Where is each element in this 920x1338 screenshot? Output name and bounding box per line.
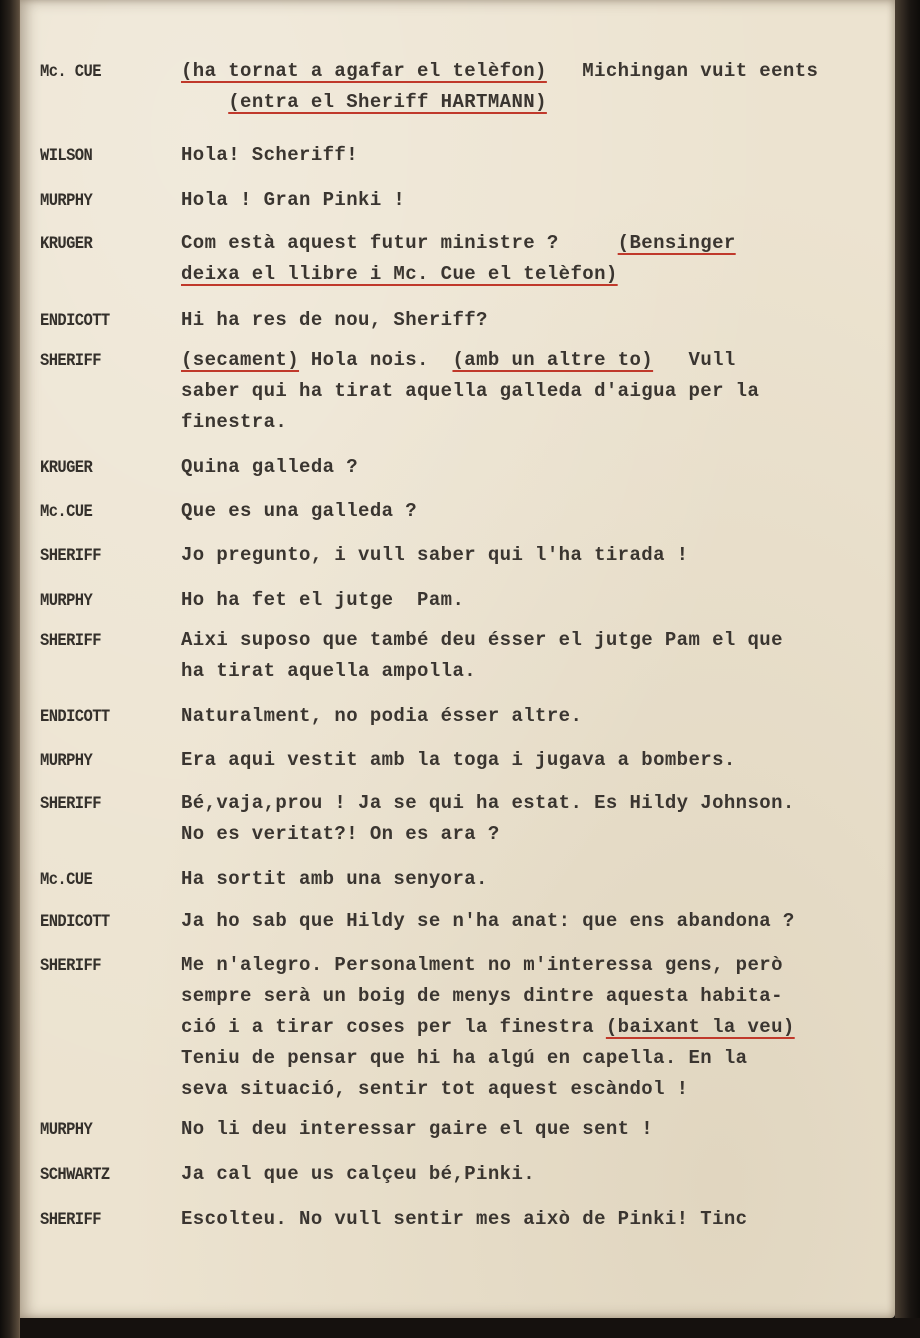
text-line	[181, 981, 881, 1012]
dialogue-text	[181, 540, 881, 571]
dialogue-text	[181, 906, 881, 937]
spoken-text: Teniu de pensar que hi ha algú en capella. En la	[181, 1047, 748, 1069]
text-line	[181, 819, 881, 850]
dialogue-text	[181, 864, 881, 895]
spoken-text: Me n'alegro. Personalment no m'interessa gens, però	[181, 954, 783, 976]
speaker-name: MURPHY	[40, 190, 93, 211]
spoken-text: No li deu interessar gaire el que sent !	[181, 1118, 654, 1140]
text-line	[181, 452, 881, 483]
text-line	[181, 87, 881, 118]
speaker-name: SHERIFF	[40, 793, 101, 814]
spoken-text: Com està aquest futur ministre ?	[181, 232, 618, 254]
text-line	[181, 788, 881, 819]
spoken-text: Que es una galleda ?	[181, 500, 418, 522]
speaker-name: SHERIFF	[40, 955, 101, 976]
spoken-text: Hi ha res de nou, Sheriff?	[181, 309, 488, 331]
speaker-name: ENDICOTT	[40, 911, 110, 932]
speaker-name: Mc.CUE	[40, 501, 93, 522]
text-line	[181, 950, 881, 981]
speaker-name: KRUGER	[40, 233, 93, 254]
speaker-name: MURPHY	[40, 590, 93, 611]
dialogue-text	[181, 305, 881, 336]
text-line	[181, 625, 881, 656]
spoken-text: Jo pregunto, i vull saber qui l'ha tirada !	[181, 544, 689, 566]
text-line	[181, 1012, 881, 1043]
dialogue-text	[181, 745, 881, 776]
stage-direction: (secament)	[181, 349, 300, 371]
page-bottom-edge	[20, 1318, 920, 1338]
dialogue-text	[181, 1159, 881, 1190]
spoken-text: Naturalment, no podia ésser altre.	[181, 705, 583, 727]
speaker-name: Mc. CUE	[40, 61, 101, 82]
spoken-text: Ja cal que us calçeu bé,Pinki.	[181, 1163, 536, 1185]
text-line	[181, 228, 881, 259]
typescript-page	[20, 0, 895, 1318]
text-line	[181, 1204, 881, 1235]
text-line	[181, 140, 881, 171]
speaker-name: SHERIFF	[40, 630, 101, 651]
speaker-name: Mc.CUE	[40, 869, 93, 890]
book-binding-shadow	[0, 0, 22, 1338]
spoken-text: No es veritat?! On es ara ?	[181, 823, 500, 845]
dialogue-text	[181, 228, 881, 290]
spoken-text: seva situació, sentir tot aquest escàndol !	[181, 1078, 689, 1100]
dialogue-text	[181, 185, 881, 216]
spoken-text: Era aqui vestit amb la toga i jugava a bombers.	[181, 749, 736, 771]
text-line	[181, 259, 881, 290]
text-line	[181, 56, 881, 87]
dialogue-text	[181, 345, 881, 438]
speaker-name: KRUGER	[40, 457, 93, 478]
dialogue-text	[181, 496, 881, 527]
stage-direction: (baixant la veu)	[605, 1016, 795, 1038]
spoken-text: Bé,vaja,prou ! Ja se qui ha estat. Es Hildy Johnson.	[181, 792, 795, 814]
text-line	[181, 540, 881, 571]
spoken-text: ha tirat aquella ampolla.	[181, 660, 477, 682]
spoken-text: Ho ha fet el jutge Pam.	[181, 589, 465, 611]
stage-direction: (entra el Sheriff HARTMANN)	[228, 91, 547, 113]
spoken-text: ció i a tirar coses per la finestra	[181, 1016, 606, 1038]
dialogue-text	[181, 1114, 881, 1145]
dialogue-text	[181, 1204, 881, 1235]
speaker-name: SHERIFF	[40, 1209, 101, 1230]
stage-direction: (Bensinger	[617, 232, 736, 254]
text-line	[181, 185, 881, 216]
text-line	[181, 407, 881, 438]
text-line	[181, 701, 881, 732]
spoken-text: Ja ho sab que Hildy se n'ha anat: que ens abandona ?	[181, 910, 795, 932]
text-line	[181, 345, 881, 376]
dialogue-text	[181, 625, 881, 687]
text-line	[181, 305, 881, 336]
spoken-text: Michingan vuit eents	[546, 60, 819, 82]
text-line	[181, 585, 881, 616]
speaker-name: ENDICOTT	[40, 310, 110, 331]
dialogue-text	[181, 452, 881, 483]
text-line	[181, 1074, 881, 1105]
speaker-name: SHERIFF	[40, 350, 101, 371]
text-line	[181, 1114, 881, 1145]
dialogue-text	[181, 950, 881, 1105]
text-line	[181, 1043, 881, 1074]
speaker-name: SCHWARTZ	[40, 1164, 110, 1185]
dialogue-text	[181, 701, 881, 732]
text-line	[181, 1159, 881, 1190]
text-line	[181, 656, 881, 687]
spoken-text: saber qui ha tirat aquella galleda d'aigua per la	[181, 380, 760, 402]
spoken-text: Hola nois.	[299, 349, 453, 371]
speaker-name: MURPHY	[40, 750, 93, 771]
spoken-text: Quina galleda ?	[181, 456, 359, 478]
spoken-text: Aixi suposo que també deu ésser el jutge Pam el que	[181, 629, 783, 651]
spoken-text: Vull	[653, 349, 736, 371]
spoken-text: Hola! Scheriff!	[181, 144, 359, 166]
stage-direction: (amb un altre to)	[452, 349, 654, 371]
text-line	[181, 496, 881, 527]
spoken-text: Hola ! Gran Pinki !	[181, 189, 406, 211]
text-line	[181, 376, 881, 407]
dialogue-text	[181, 140, 881, 171]
text-line	[181, 864, 881, 895]
dialogue-text	[181, 585, 881, 616]
text-line	[181, 745, 881, 776]
spoken-text: Escolteu. No vull sentir mes això de Pinki! Tinc	[181, 1208, 748, 1230]
spoken-text: Ha sortit amb una senyora.	[181, 868, 488, 890]
spoken-text	[181, 91, 228, 113]
speaker-name: SHERIFF	[40, 545, 101, 566]
speaker-name: WILSON	[40, 145, 93, 166]
page-right-edge	[895, 0, 920, 1338]
dialogue-text	[181, 56, 881, 118]
stage-direction: (ha tornat a agafar el telèfon)	[181, 60, 547, 82]
spoken-text: finestra.	[181, 411, 288, 433]
speaker-name: ENDICOTT	[40, 706, 110, 727]
text-line	[181, 906, 881, 937]
stage-direction: deixa el llibre i Mc. Cue el telèfon)	[181, 263, 618, 285]
dialogue-text	[181, 788, 881, 850]
spoken-text: sempre serà un boig de menys dintre aquesta habita-	[181, 985, 783, 1007]
speaker-name: MURPHY	[40, 1119, 93, 1140]
